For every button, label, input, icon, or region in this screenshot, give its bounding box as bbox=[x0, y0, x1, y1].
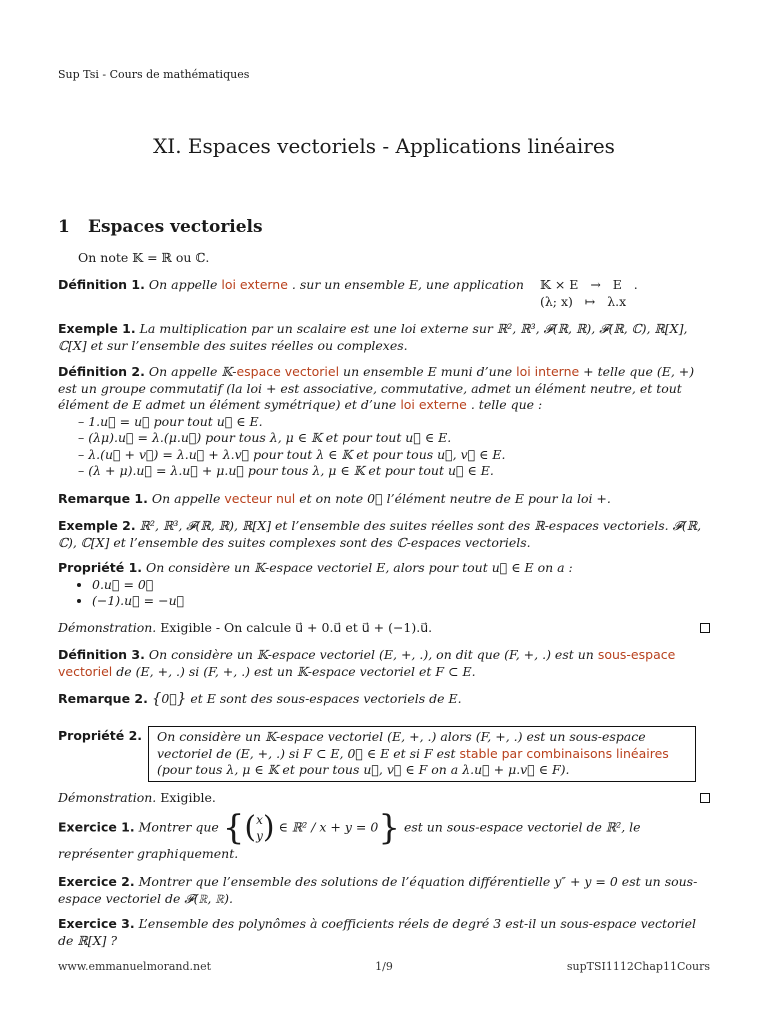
remark-text: et on note 0⃗ l’élément neutre de E pour la loi +. bbox=[299, 491, 611, 506]
definition-text: de (E, +, .) si (F, +, .) est un 𝕂-espace vectoriel et F ⊂ E. bbox=[116, 663, 476, 679]
property-box bbox=[148, 726, 696, 782]
axiom-list bbox=[58, 414, 714, 480]
remark-label: Remarque 2. bbox=[58, 691, 148, 706]
exercise-text: L’ensemble des polynômes à coefficients réels de degré 3 est-il un sous-espace vectoriel de ℝ[X] ? bbox=[58, 916, 696, 948]
chapter-title: XI. Espaces vectoriels - Applications linéaires bbox=[153, 134, 615, 158]
exercise-label: Exercice 1. bbox=[58, 819, 135, 835]
footer-website-link[interactable]: www.emmanuelmorand.net bbox=[58, 960, 212, 973]
definition-text: un ensemble E muni d’une bbox=[343, 364, 513, 379]
set-element: 0⃗ bbox=[161, 691, 177, 706]
qed-square-icon bbox=[700, 793, 710, 803]
exercise-text: Montrer que bbox=[138, 819, 219, 835]
footer-page-number: 1/9 bbox=[375, 960, 393, 973]
right-paren-icon: ) bbox=[262, 810, 275, 845]
proof-2 bbox=[58, 790, 714, 807]
keyword-sous-espace-vectoriel: sous-espace vectoriel bbox=[58, 647, 676, 679]
proof-text: Exigible - On calcule u⃗ + 0.u⃗ et u⃗ + (−1).u⃗. bbox=[160, 620, 433, 635]
remark-text: et E sont des sous-espaces vectoriels de E. bbox=[190, 691, 462, 706]
exercise-text: Montrer que l’ensemble des solutions de l’équation différentielle y″ + y = 0 est un sous-espace vectoriel de 𝓕(ℝ, ℝ). bbox=[58, 874, 698, 906]
exercise-1 bbox=[58, 808, 714, 864]
vector-x: x bbox=[256, 813, 263, 827]
example-label: Exemple 2. bbox=[58, 518, 136, 533]
definition-text: On considère un 𝕂-espace vectoriel (E, +, .), on dit que (F, +, .) est un bbox=[148, 647, 594, 662]
definition-text: On appelle bbox=[148, 277, 218, 292]
definition-label: Définition 3. bbox=[58, 647, 145, 662]
definition-text: + telle que (E, +) est un groupe commutatif (la loi + est associative, commutative, admet un élément neutre, et tout élément de E admet un élément symétrique) et d’une bbox=[58, 364, 695, 412]
vector-y: y bbox=[256, 829, 263, 843]
definition-3 bbox=[58, 647, 714, 680]
list-item: • 0.u⃗ = 0⃗ bbox=[92, 577, 714, 594]
right-brace-icon: } bbox=[378, 808, 400, 848]
keyword-loi-externe: loi externe bbox=[400, 397, 467, 412]
property-text: (pour tous λ, μ ∈ 𝕂 et pour tous u⃗, v⃗ ∈ F on a λ.u⃗ + μ.v⃗ ∈ F). bbox=[157, 762, 570, 777]
definition-label: Définition 2. bbox=[58, 364, 145, 379]
list-item: – (λμ).u⃗ = λ.(μ.u⃗) pour tous λ, μ ∈ 𝕂 et pour tout u⃗ ∈ E. bbox=[78, 430, 714, 447]
list-item: – (λ + μ).u⃗ = λ.u⃗ + μ.u⃗ pour tous λ, μ ∈ 𝕂 et pour tout u⃗ ∈ E. bbox=[78, 463, 714, 480]
property-list bbox=[58, 577, 714, 610]
left-brace-icon: { bbox=[151, 689, 162, 707]
running-header: Sup Tsi - Cours de mathématiques bbox=[58, 68, 250, 81]
proof-label: Démonstration. bbox=[58, 620, 157, 635]
example-text: ℝ², ℝ³, 𝓕(ℝ, ℝ), ℝ[X] et l’ensemble des suites réelles sont des ℝ-espaces vectoriels. 𝓕(ℝ, ℂ), ℂ[X] et l’ensemble des suites complexes sont des ℂ-espaces vectoriels. bbox=[58, 518, 702, 550]
list-item: – 1.u⃗ = u⃗ pour tout u⃗ ∈ E. bbox=[78, 414, 714, 431]
list-item: – λ.(u⃗ + v⃗) = λ.u⃗ + λ.v⃗ pour tout λ ∈ 𝕂 et pour tous u⃗, v⃗ ∈ E. bbox=[78, 447, 714, 464]
map-top: 𝕂 × E → E . bbox=[540, 277, 638, 292]
definition-1 bbox=[58, 277, 714, 309]
keyword-loi-interne: loi interne bbox=[516, 364, 580, 379]
exercise-3 bbox=[58, 916, 714, 949]
property-1 bbox=[58, 560, 714, 610]
exercise-label: Exercice 2. bbox=[58, 874, 135, 889]
property-text: On considère un 𝕂-espace vectoriel E, alors pour tout u⃗ ∈ E on a : bbox=[146, 560, 573, 575]
list-item: • (−1).u⃗ = −u⃗ bbox=[92, 593, 714, 610]
remark-text: On appelle bbox=[151, 491, 221, 506]
column-vector bbox=[256, 812, 263, 844]
remark-1 bbox=[58, 491, 714, 508]
example-label: Exemple 1. bbox=[58, 321, 136, 336]
definition-text: On appelle 𝕂- bbox=[148, 364, 237, 379]
exercise-label: Exercice 3. bbox=[58, 916, 135, 931]
property-text: On considère un 𝕂-espace vectoriel (E, +, .) alors (F, +, .) est un sous-espace vectoriel de (E, +, .) si F ⊂ E, 0⃗ ∈ E et si F est bbox=[157, 729, 646, 761]
keyword-vecteur-nul: vecteur nul bbox=[224, 491, 296, 506]
definition-2 bbox=[58, 364, 714, 480]
left-paren-icon: ( bbox=[244, 810, 257, 845]
definition-text: . sur un ensemble E, une application bbox=[291, 277, 524, 292]
qed-square-icon bbox=[700, 623, 710, 633]
exercise-2 bbox=[58, 874, 714, 907]
keyword-loi-externe: loi externe bbox=[221, 277, 288, 292]
example-2 bbox=[58, 518, 714, 551]
proof-text: Exigible. bbox=[160, 790, 216, 805]
intro-line: On note 𝕂 = ℝ ou ℂ. bbox=[78, 250, 210, 265]
keyword-espace-vectoriel: espace vectoriel bbox=[236, 364, 340, 379]
example-1 bbox=[58, 321, 714, 354]
right-brace-icon: } bbox=[176, 689, 187, 707]
property-label: Propriété 2. bbox=[58, 728, 143, 743]
footer-document-id: supTSI1112Chap11Cours bbox=[566, 960, 710, 973]
proof-1 bbox=[58, 620, 714, 637]
section-heading bbox=[58, 217, 263, 237]
remark-label: Remarque 1. bbox=[58, 491, 148, 506]
section-number: 1 bbox=[58, 217, 70, 237]
section-title: Espaces vectoriels bbox=[88, 217, 263, 237]
remark-2 bbox=[58, 690, 714, 708]
left-brace-icon: { bbox=[222, 808, 245, 848]
keyword-stable-combinaisons: stable par combinaisons linéaires bbox=[459, 745, 669, 761]
example-text: La multiplication par un scalaire est une loi externe sur ℝ², ℝ³, 𝓕(ℝ, ℝ), 𝓕(ℝ, ℂ), ℝ[X], ℂ[X] et sur l’ensemble des suites réelles ou complexes. bbox=[58, 321, 688, 353]
definition-label: Définition 1. bbox=[58, 277, 145, 292]
set-condition: ∈ ℝ² / x + y = 0 bbox=[278, 819, 379, 835]
exercise-text: est un sous-espace vectoriel de ℝ², le représenter graphiquement. bbox=[58, 819, 641, 861]
property-label: Propriété 1. bbox=[58, 560, 143, 575]
map-bottom: (λ; x) ↦ λ.x bbox=[540, 294, 627, 309]
definition-text: . telle que : bbox=[470, 397, 543, 412]
proof-label: Démonstration. bbox=[58, 790, 157, 805]
